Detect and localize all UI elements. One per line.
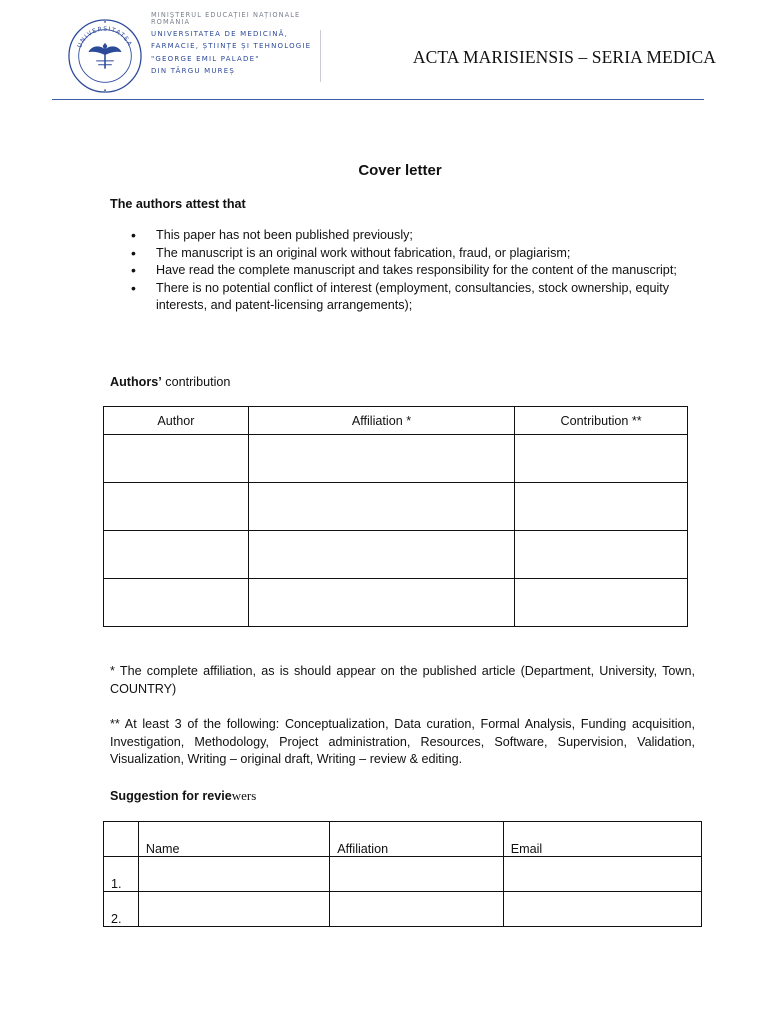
table-row bbox=[104, 435, 688, 483]
journal-title: ACTA MARISIENSIS – SERIA MEDICA bbox=[412, 47, 716, 67]
reviewer-affiliation-cell[interactable] bbox=[330, 892, 503, 927]
header-rule bbox=[52, 99, 704, 100]
table-row bbox=[104, 531, 688, 579]
contribution-label-bold: Authors’ bbox=[110, 375, 162, 389]
contribution-cell[interactable] bbox=[515, 531, 688, 579]
author-cell[interactable] bbox=[104, 435, 249, 483]
university-line: FARMACIE, ȘTIINȚE ȘI TEHNOLOGIE bbox=[151, 42, 312, 51]
university-line: DIN TÂRGU MUREȘ bbox=[151, 67, 235, 76]
table-row bbox=[104, 483, 688, 531]
table-row bbox=[104, 857, 702, 892]
column-header-name: Name bbox=[138, 822, 329, 857]
reviewer-section-label bbox=[110, 787, 256, 806]
country-line: ROMÂNIA bbox=[151, 18, 191, 27]
header-divider bbox=[320, 30, 321, 82]
list-item: • The manuscript is an original work without fabrication, fraud, or plagiarism; bbox=[130, 245, 710, 263]
contribution-footnote: ** At least 3 of the following: Conceptualization, Data curation, Formal Analysis, Funding acquisition, Investigation, Methodology, Project administration, Resources, Software, Supervision, Validation, Visualization, Writing – original draft, Writing – review & editing. bbox=[110, 717, 695, 767]
attest-lead: The authors attest that bbox=[110, 197, 246, 211]
row-number: 1. bbox=[104, 857, 139, 892]
reviewer-label-main: Suggestion for revie bbox=[110, 789, 232, 803]
reviewer-name-cell[interactable] bbox=[138, 857, 329, 892]
column-header-email: Email bbox=[503, 822, 701, 857]
reviewer-affiliation-cell[interactable] bbox=[330, 857, 503, 892]
author-contribution-table bbox=[103, 406, 688, 627]
reviewer-name-cell[interactable] bbox=[138, 892, 329, 927]
author-cell[interactable] bbox=[104, 483, 249, 531]
attest-list bbox=[130, 227, 710, 315]
university-seal-logo bbox=[66, 18, 144, 94]
contribution-label-rest: contribution bbox=[161, 375, 231, 389]
column-header-affiliation: Affiliation bbox=[330, 822, 503, 857]
table-header-row bbox=[104, 407, 688, 435]
table-header-row bbox=[104, 822, 702, 857]
affiliation-cell[interactable] bbox=[248, 483, 514, 531]
author-cell[interactable] bbox=[104, 531, 249, 579]
list-item: • There is no potential conflict of interest (employment, consultancies, stock ownership, equity interests, and patent-licensing arrangements); bbox=[130, 280, 710, 315]
affiliation-cell[interactable] bbox=[248, 435, 514, 483]
institution-text bbox=[151, 12, 321, 76]
column-header-affiliation: Affiliation * bbox=[248, 407, 514, 435]
svg-text:UNIVERSITATEA: UNIVERSITATEA bbox=[76, 25, 134, 49]
contribution-cell[interactable] bbox=[515, 483, 688, 531]
author-cell[interactable] bbox=[104, 579, 249, 627]
list-item: • Have read the complete manuscript and takes responsibility for the content of the manuscript; bbox=[130, 262, 710, 280]
list-item: • This paper has not been published previously; bbox=[130, 227, 710, 245]
affiliation-cell[interactable] bbox=[248, 531, 514, 579]
table-row bbox=[104, 579, 688, 627]
university-line: UNIVERSITATEA DE MEDICINĂ, bbox=[151, 29, 289, 38]
ministry-line: MINISTERUL EDUCAȚIEI NAȚIONALE bbox=[151, 11, 301, 19]
affiliation-cell[interactable] bbox=[248, 579, 514, 627]
column-header-author: Author bbox=[104, 407, 249, 435]
contribution-cell[interactable] bbox=[515, 435, 688, 483]
column-header-number bbox=[104, 822, 139, 857]
reviewer-suggestion-table bbox=[103, 821, 702, 927]
university-line: "GEORGE EMIL PALADE" bbox=[151, 54, 260, 63]
contribution-cell[interactable] bbox=[515, 579, 688, 627]
contribution-section-label bbox=[110, 374, 230, 392]
letterhead bbox=[0, 0, 768, 104]
reviewer-email-cell[interactable] bbox=[503, 892, 701, 927]
reviewer-email-cell[interactable] bbox=[503, 857, 701, 892]
column-header-contribution: Contribution ** bbox=[515, 407, 688, 435]
table-row bbox=[104, 892, 702, 927]
affiliation-footnote: * The complete affiliation, as is should appear on the published article (Department, University, Town, COUNTRY) bbox=[110, 664, 695, 696]
reviewer-label-tail: wers bbox=[231, 788, 257, 803]
document-title: Cover letter bbox=[358, 162, 442, 179]
row-number: 2. bbox=[104, 892, 139, 927]
